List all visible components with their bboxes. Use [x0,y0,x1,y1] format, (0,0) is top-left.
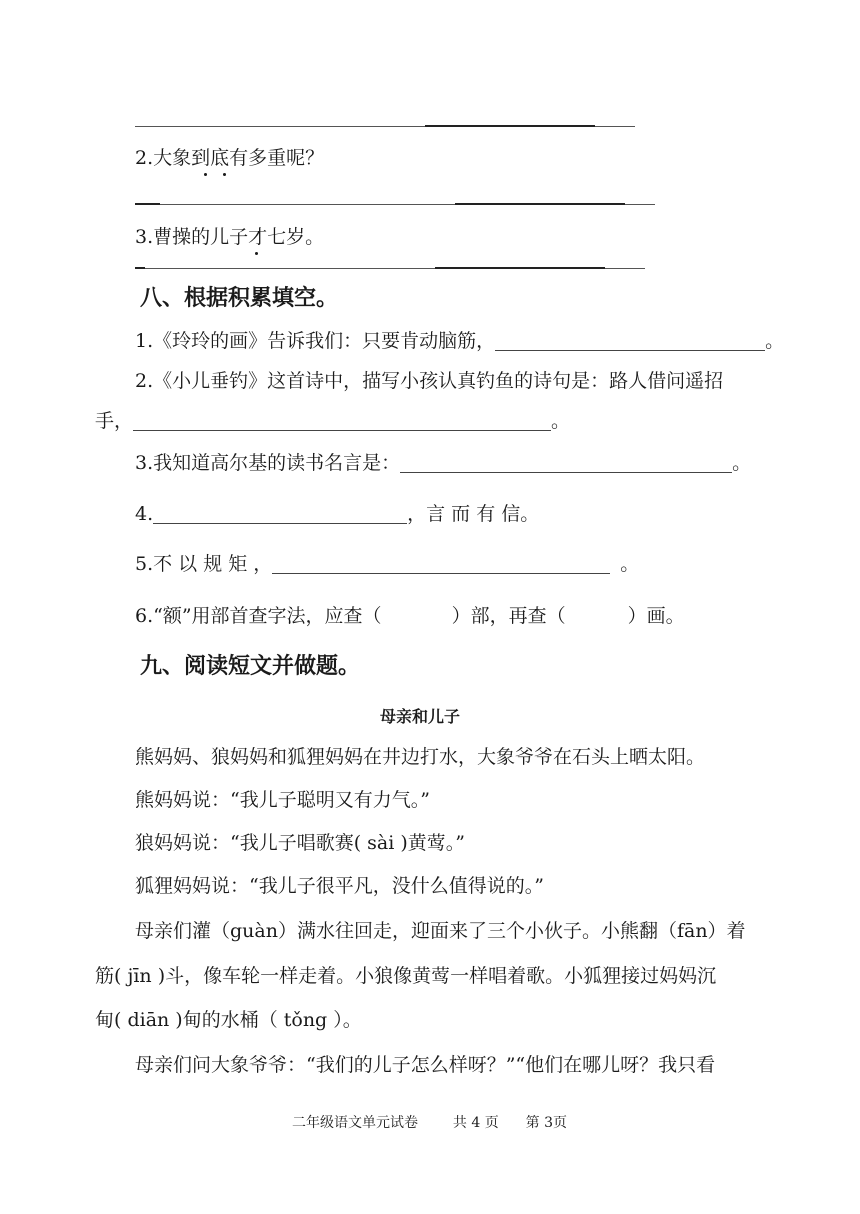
answer-line-1b [425,125,595,127]
reading-para-5: 母亲们灌（guàn）满水往回走，迎面来了三个小伙子。小熊翻（fān）着 [135,920,746,942]
section-9-heading: 九、阅读短文并做题。 [140,654,361,679]
section-8-heading: 八、根据积累填空。 [140,286,339,311]
fill-item-4 [135,501,539,527]
footer-page: 第 3页 [525,1115,567,1131]
answer-line-3d [605,268,645,269]
fill-item-2-cont-text: 手， [95,410,134,432]
answer-line-2c [455,203,625,205]
emphasis-dots-7-2 [204,173,244,177]
fill-item-6-mid: ）部，再查（ [451,605,566,627]
fill-blank-4[interactable] [153,503,407,524]
fill-item-5-end: 。 [620,553,640,575]
reading-para-2: 熊妈妈说：“我儿子聪明又有力气。” [135,789,430,811]
page-footer [292,1112,567,1132]
reading-para-7: 甸( diān )甸的水桶（ tǒng ）。 [95,1009,362,1031]
answer-line-3b [145,268,435,269]
fill-item-6 [135,603,685,629]
reading-para-1: 熊妈妈、狼妈妈和狐狸妈妈在井边打水，大象爷爷在石头上晒太阳。 [135,746,706,768]
fill-item-2-cont [95,408,570,434]
answer-line-3a [135,267,145,269]
fill-blank-3[interactable] [400,452,732,473]
fill-item-5 [135,551,639,577]
reading-para-8: 母亲们问大象爷爷：“我们的儿子怎么样呀？”“他们在哪儿呀？我只看 [135,1054,716,1076]
fill-item-1 [135,328,784,354]
question-7-2-text: 2.大象到底有多重呢？ [135,147,325,169]
reading-para-3: 狼妈妈说：“我儿子唱歌赛( sài )黄莺。” [135,832,465,854]
footer-title: 二年级语文单元试卷 [292,1115,418,1131]
fill-item-6-end: ）画。 [627,605,685,627]
fill-blank-2[interactable] [133,410,551,431]
question-7-3 [135,224,324,250]
answer-line-1c [595,126,635,127]
fill-item-2 [135,368,723,394]
fill-item-1-end: 。 [765,330,785,352]
emphasis-dot-7-3 [255,252,259,256]
answer-line-3c [435,267,605,269]
answer-line-2a [135,203,160,205]
reading-para-4: 狐狸妈妈说：“我儿子很平凡，没什么值得说的。” [135,875,544,897]
footer-total: 共 4 页 [452,1115,499,1131]
answer-line-2b [160,204,455,205]
question-7-2 [135,145,324,171]
fill-blank-5[interactable] [272,553,610,574]
fill-item-2-end: 。 [551,410,571,432]
answer-line-2d [625,204,655,205]
fill-item-6-text: 6.“额”用部首查字法，应查（ [135,605,382,627]
fill-item-5-text: 5.不 以 规 矩 ， [135,553,273,575]
fill-blank-1[interactable] [495,330,765,351]
fill-item-3-end: 。 [732,452,752,474]
fill-item-3-text: 3.我知道高尔基的读书名言是： [135,452,401,474]
answer-line-1a [135,126,425,127]
reading-para-6: 筋( jīn )斗，像车轮一样走着。小狼像黄莺一样唱着歌。小狐狸接过妈妈沉 [95,965,717,987]
reading-title: 母亲和儿子 [380,707,461,726]
question-7-3-text: 3.曹操的儿子才七岁。 [135,226,325,248]
fill-item-1-text: 1.《玲玲的画》告诉我们：只要肯动脑筋， [135,330,496,352]
fill-item-3 [135,450,751,476]
fill-item-4-text: 4. [135,503,154,525]
fill-item-4-end: ，言 而 有 信。 [407,503,540,525]
fill-item-2-text: 2.《小儿垂钓》这首诗中，描写小孩认真钓鱼的诗句是：路人借问遥招 [135,370,724,392]
